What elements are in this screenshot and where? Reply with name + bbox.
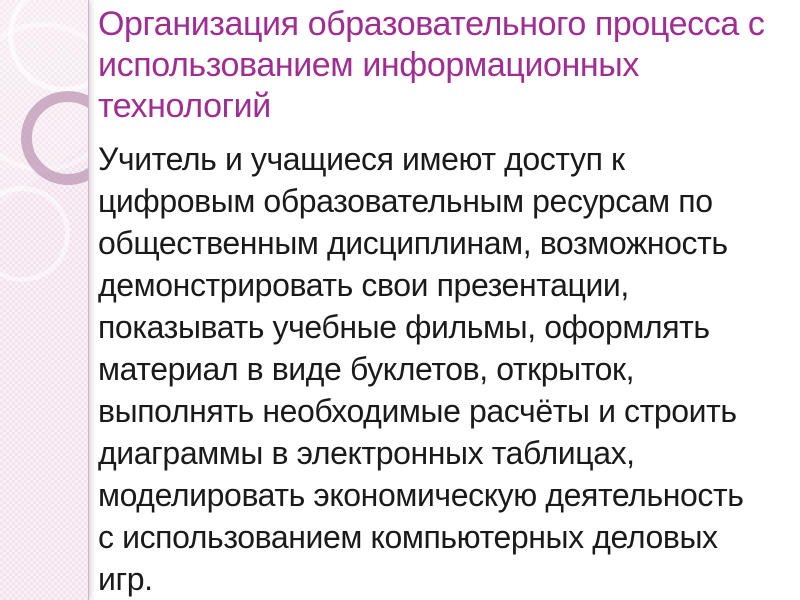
slide-content [98, 0, 794, 600]
body-line: показывать учебные фильмы, оформлять [98, 309, 710, 345]
body-line: материал в виде буклетов, открыток, [98, 351, 635, 387]
body-line: выполнять необходимые расчёты и строить [98, 393, 737, 429]
body-line: моделировать экономическую деятельность [98, 477, 744, 513]
body-line: диаграммы в электронных таблицах, [98, 435, 635, 471]
body-line: Учитель и учащиеся имеют доступ к [98, 141, 625, 177]
slide-body [98, 138, 794, 600]
title-line: использованием информационных [98, 46, 639, 84]
title-line: технологий [98, 87, 271, 125]
body-line: игр. [98, 561, 153, 597]
left-decorative-strip [0, 0, 89, 600]
body-line: общественным дисциплинам, возможность [98, 225, 728, 261]
body-line: цифровым образовательным ресурсам по [98, 183, 713, 219]
decorative-circle-icon [0, 186, 70, 282]
title-line: Организация образовательного процесса с [98, 5, 765, 43]
slide-title [98, 0, 794, 127]
body-line: с использованием компьютерных деловых [98, 519, 718, 555]
body-line: демонстрировать свои презентации, [98, 267, 629, 303]
